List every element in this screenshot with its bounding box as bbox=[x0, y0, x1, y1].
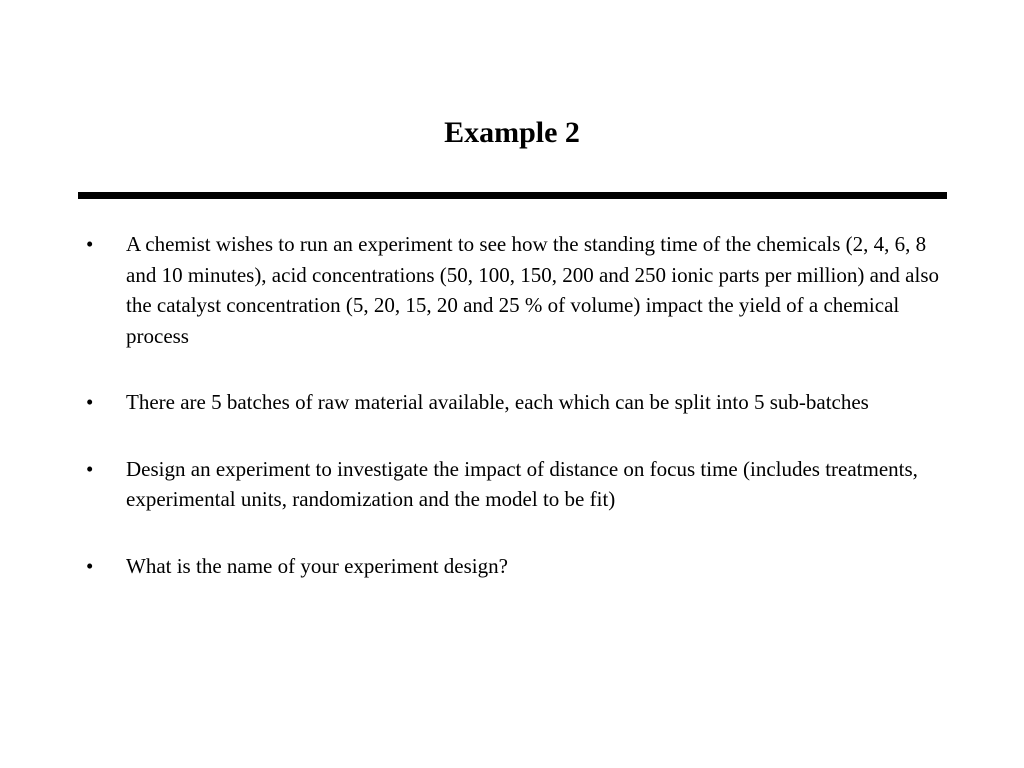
title-divider bbox=[78, 192, 947, 199]
bullet-list bbox=[80, 229, 940, 581]
bullet-icon: • bbox=[86, 553, 94, 578]
bullet-item bbox=[80, 229, 940, 351]
bullet-item bbox=[80, 387, 940, 418]
bullet-text: Design an experiment to investigate the impact of distance on focus time (includes treatments, experimental units, randomization and the model to be fit) bbox=[126, 456, 918, 511]
bullet-text: What is the name of your experiment design? bbox=[126, 553, 508, 578]
bullet-item bbox=[80, 454, 940, 515]
bullet-icon: • bbox=[86, 390, 94, 414]
slide-title: Example 2 bbox=[444, 116, 580, 149]
bullet-icon: • bbox=[86, 456, 94, 481]
bullet-text: A chemist wishes to run an experiment to see how the standing time of the chemicals (2, 4, 6, 8 and 10 minutes), acid concentrations (50, 100, 150, 200 and 250 ionic parts per million) and also the catalyst concentration (5, 20, 15, 20 and 25 % of volume) impact the yield of a chemical process bbox=[126, 232, 939, 348]
bullet-item bbox=[80, 551, 940, 582]
bullet-text: There are 5 batches of raw material available, each which can be split into 5 sub-batches bbox=[126, 390, 869, 414]
bullet-icon: • bbox=[86, 232, 94, 256]
